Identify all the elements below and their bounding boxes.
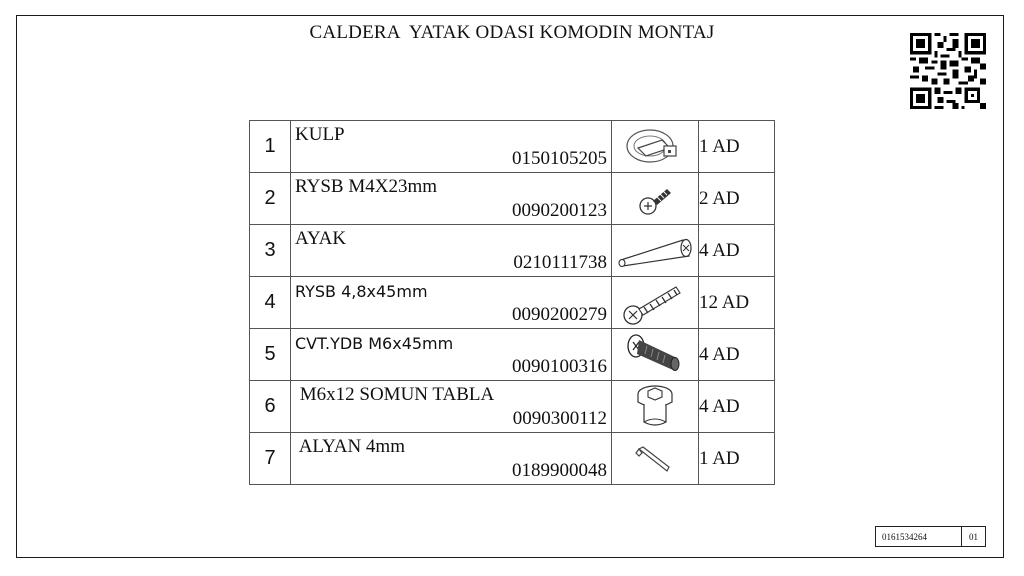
- part-number: 4: [250, 277, 291, 329]
- handle-icon: [612, 126, 698, 168]
- part-number: 6: [250, 381, 291, 433]
- part-name: ALYAN 4mm: [295, 436, 405, 457]
- part-quantity: 2 AD: [699, 173, 775, 225]
- bolt-icon: [612, 330, 698, 380]
- part-row: [250, 173, 775, 225]
- part-description: [291, 381, 612, 433]
- part-image: [612, 433, 699, 485]
- part-description: [291, 433, 612, 485]
- part-description: [291, 173, 612, 225]
- part-image: [612, 329, 699, 381]
- part-image: [612, 173, 699, 225]
- part-code: 0189900048: [512, 460, 607, 481]
- part-image: [612, 381, 699, 433]
- part-name: CVT.YDB M6x45mm: [295, 334, 454, 353]
- part-image: [612, 121, 699, 173]
- part-image: [612, 225, 699, 277]
- part-row: [250, 225, 775, 277]
- part-number: 1: [250, 121, 291, 173]
- part-description: [291, 121, 612, 173]
- part-code: 0150105205: [512, 148, 607, 169]
- part-code: 0090200279: [512, 304, 607, 325]
- part-name: KULP: [295, 124, 345, 145]
- part-description: [291, 277, 612, 329]
- part-row: [250, 329, 775, 381]
- part-quantity: 1 AD: [699, 433, 775, 485]
- part-name: AYAK: [295, 228, 347, 249]
- qr-code: [910, 33, 986, 109]
- allen-key-icon: [612, 441, 698, 477]
- parts-table: [249, 120, 775, 485]
- part-quantity: 4 AD: [699, 225, 775, 277]
- part-row: [250, 381, 775, 433]
- part-name: M6x12 SOMUN TABLA: [295, 384, 495, 405]
- document-code: 0161534264: [876, 527, 962, 546]
- part-code: 0090100316: [512, 356, 607, 377]
- short-screw-icon: [612, 179, 698, 219]
- part-code: 0210111738: [513, 252, 607, 273]
- part-name: RYSB 4,8x45mm: [295, 282, 428, 301]
- part-quantity: 4 AD: [699, 381, 775, 433]
- nut-icon: [612, 382, 698, 432]
- part-code: 0090300112: [512, 408, 607, 429]
- leg-icon: [612, 234, 698, 268]
- part-quantity: 1 AD: [699, 121, 775, 173]
- part-name: RYSB M4X23mm: [295, 176, 438, 197]
- part-description: [291, 225, 612, 277]
- part-description: [291, 329, 612, 381]
- part-code: 0090200123: [512, 200, 607, 221]
- part-number: 7: [250, 433, 291, 485]
- part-row: [250, 121, 775, 173]
- part-image: [612, 277, 699, 329]
- part-quantity: 12 AD: [699, 277, 775, 329]
- part-quantity: 4 AD: [699, 329, 775, 381]
- long-screw-icon: [612, 279, 698, 327]
- part-row: [250, 277, 775, 329]
- page-title: CALDERA YATAK ODASI KOMODIN MONTAJ: [309, 22, 715, 43]
- document-code-box: [875, 526, 986, 547]
- part-number: 5: [250, 329, 291, 381]
- part-number: 2: [250, 173, 291, 225]
- page-number: 01: [969, 531, 978, 542]
- part-row: [250, 433, 775, 485]
- part-number: 3: [250, 225, 291, 277]
